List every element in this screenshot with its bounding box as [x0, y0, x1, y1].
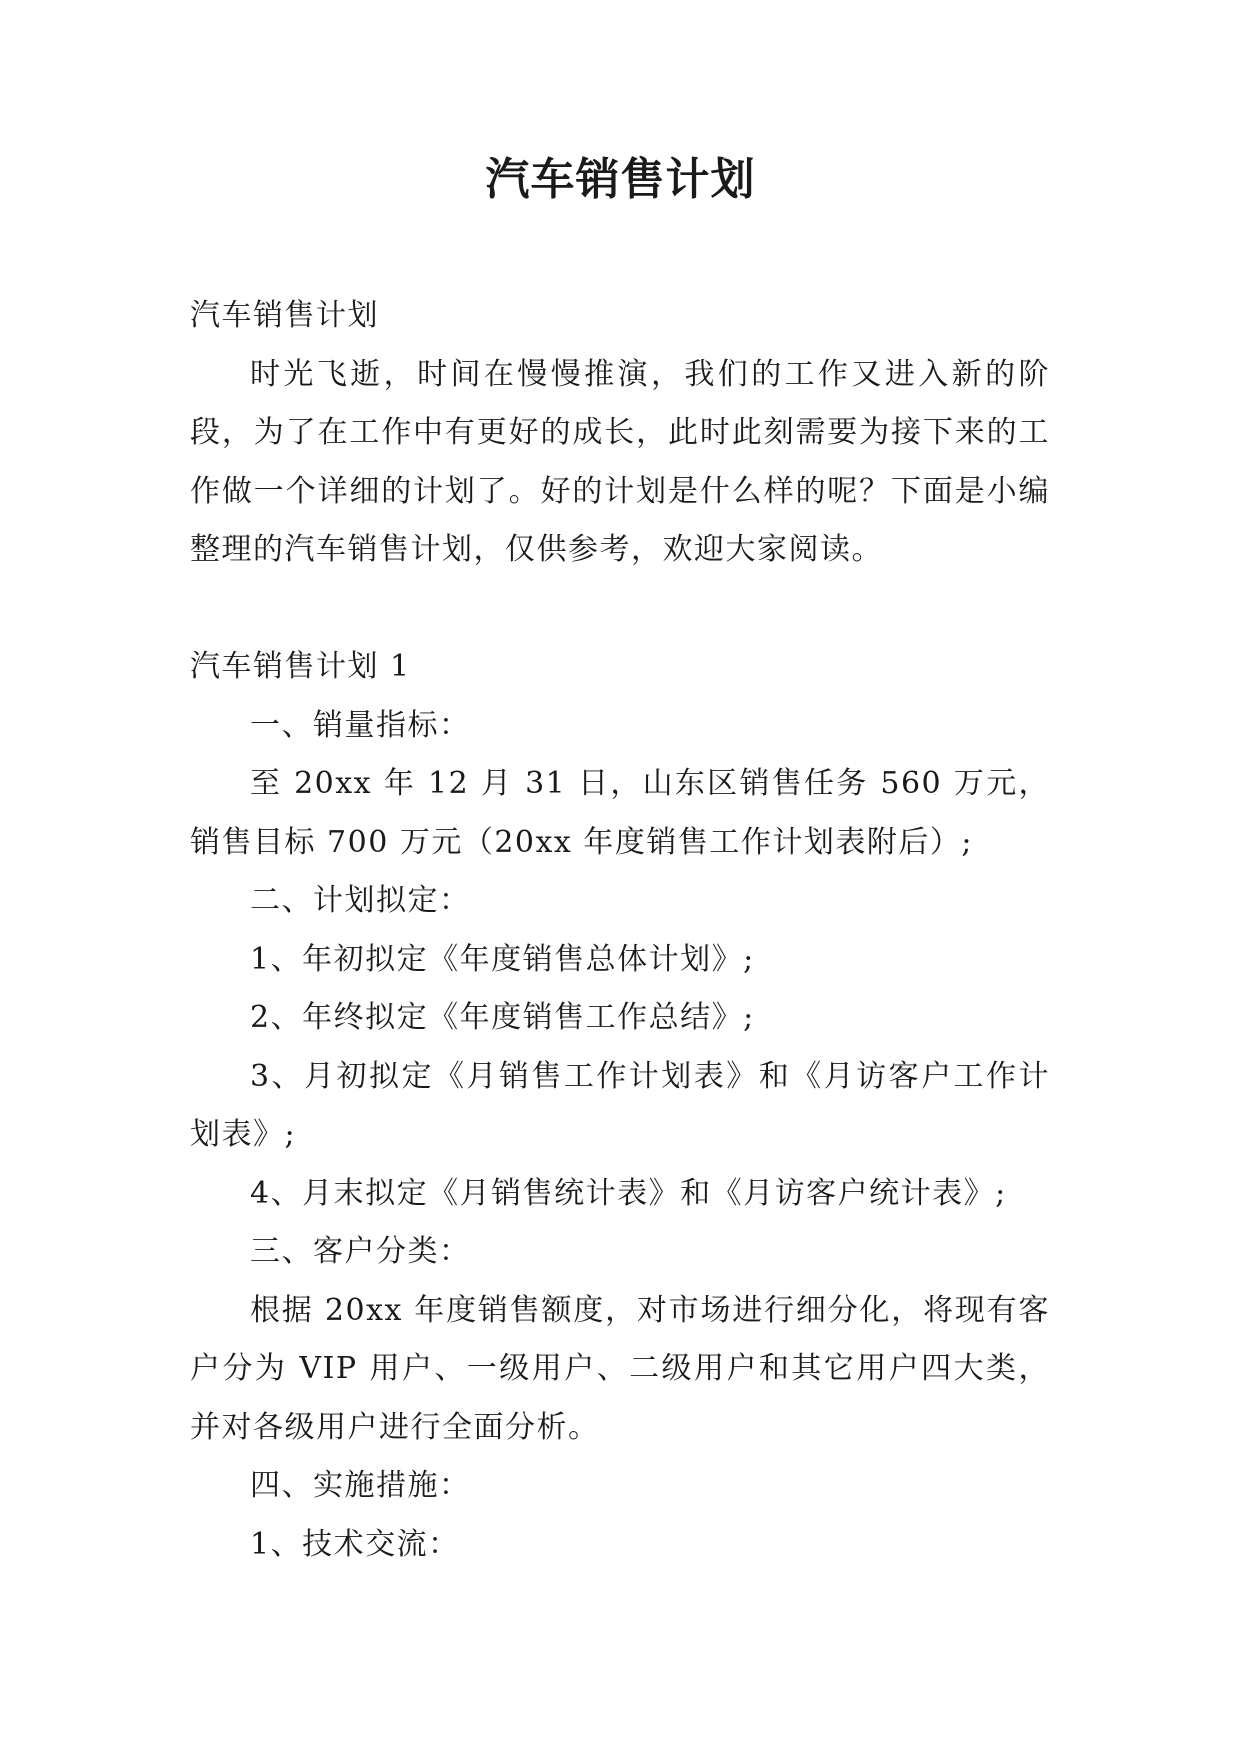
heading-plan-drafting: 二、计划拟定：: [250, 883, 471, 918]
page-title: 汽车销售计划: [485, 154, 756, 205]
list-item-technical-exchange: 1、技术交流：: [250, 1526, 460, 1562]
list-item-plan-4: 4、月末拟定《月销售统计表》和《月访客户统计表》;: [250, 1175, 1007, 1211]
intro-paragraph: 时光飞逝，时间在慢慢推演，我们的工作又进入新的阶段，为了在工作中有更好的成长，此时此刻需要为接下来的工作做一个详细的计划了。好的计划是什么样的呢？下面是小编整理的汽车销售计划，仅供参考，欢迎大家阅读。: [190, 356, 1050, 567]
heading-sales-target: 一、销量指标：: [250, 707, 471, 743]
heading-implementation: 四、实施措施：: [250, 1468, 471, 1503]
paragraph-customer-classification: 根据 20xx 年度销售额度，对市场进行细分化，将现有客户分为 VIP 用户、一级用户、二级用户和其它用户四大类，并对各级用户进行全面分析。: [190, 1292, 1050, 1445]
heading-customer-classification: 三、客户分类：: [250, 1234, 471, 1269]
section-title: 汽车销售计划 1: [190, 649, 411, 684]
list-item-plan-1: 1、年初拟定《年度销售总体计划》;: [250, 941, 755, 977]
list-item-plan-3: 3、月初拟定《月销售工作计划表》和《月访客户工作计划表》;: [190, 1058, 1050, 1152]
paragraph-spacer: [190, 580, 1050, 639]
paragraph-sales-target: 至 20xx 年 12 月 31 日，山东区销售任务 560 万元，销售目标 700 万元（20xx 年度销售工作计划表附后）;: [190, 766, 1050, 860]
list-item-plan-2: 2、年终拟定《年度销售工作总结》;: [250, 1000, 755, 1035]
document-subtitle: 汽车销售计划: [190, 298, 379, 333]
document-body: [190, 287, 1050, 1574]
